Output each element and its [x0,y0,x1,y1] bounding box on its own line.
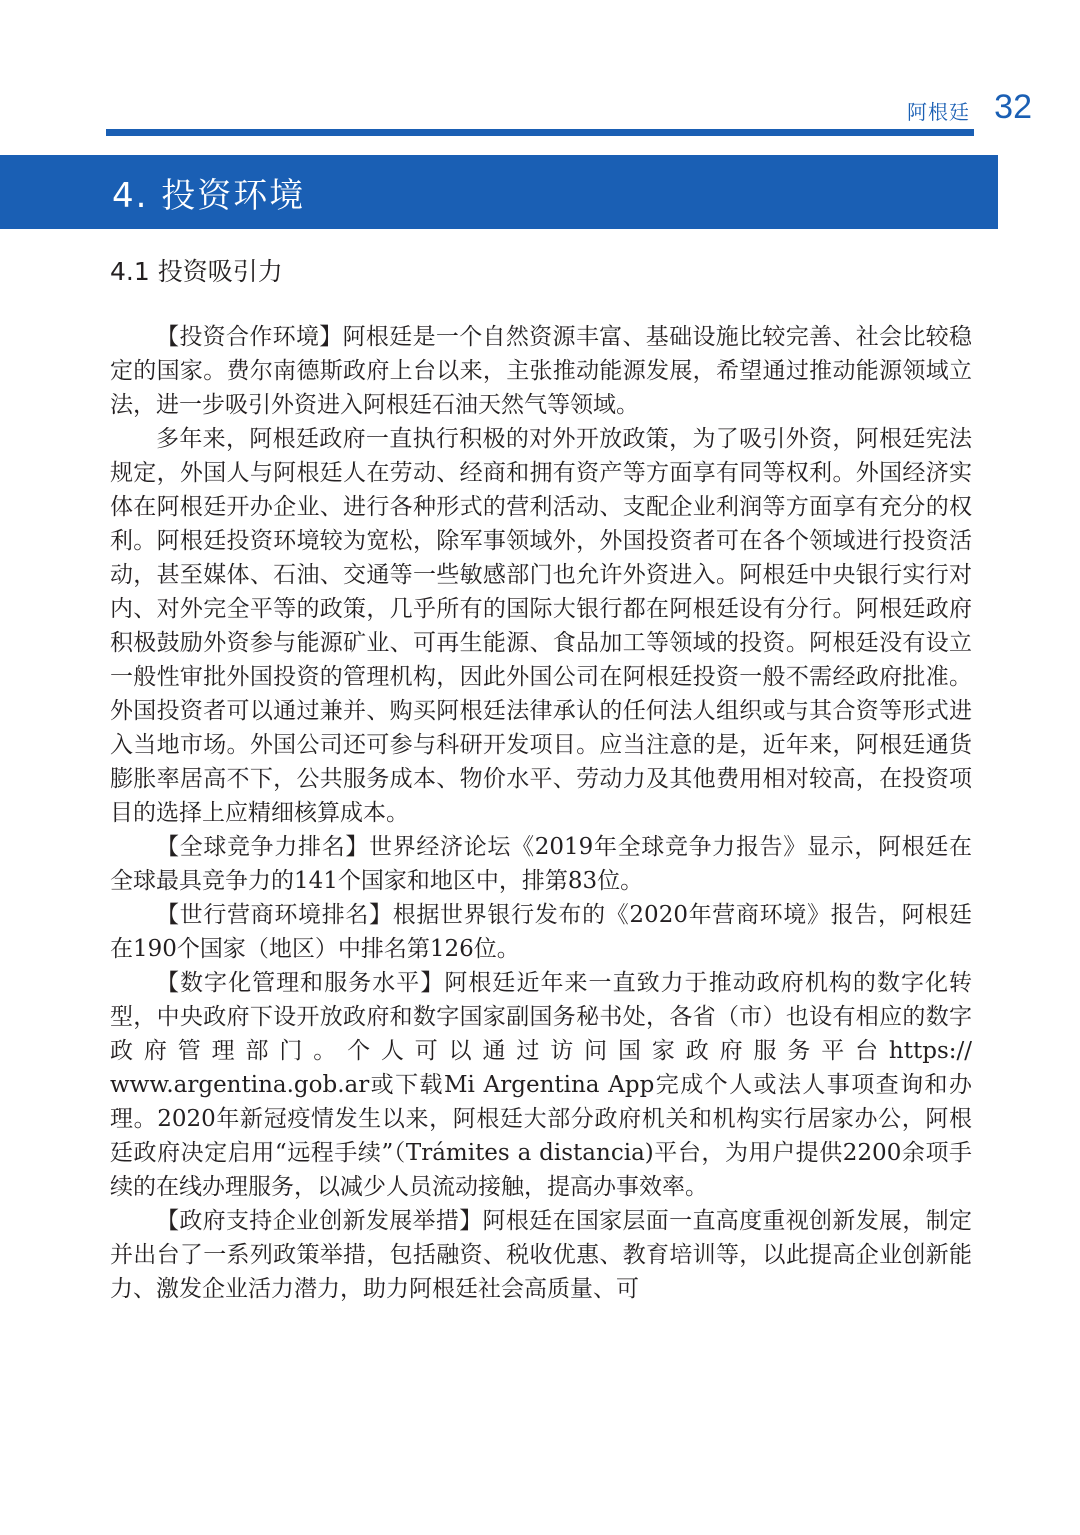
paragraph-opening-policy [110,422,972,830]
paragraph-innovation-support [110,1204,972,1306]
paragraph-text: 多年来，阿根廷政府一直执行积极的对外开放政策，为了吸引外资，阿根廷宪法规定，外国人与阿根廷人在劳动、经商和拥有资产等方面享有同等权利。外国经济实体在阿根廷开办企业、进行各种形式的营利活动、支配企业利润等方面享有充分的权利。阿根廷投资环境较为宽松，除军事领域外，外国投资者可在各个领域进行投资活动，甚至媒体、石油、交通等一些敏感部门也允许外资进入。阿根廷中央银行实行对内、对外完全平等的政策，几乎所有的国际大银行都在阿根廷设有分行。阿根廷政府积极鼓励外资参与能源矿业、可再生能源、食品加工等领域的投资。阿根廷没有设立一般性审批外国投资的管理机构，因此外国公司在阿根廷投资一般不需经政府批准。外国投资者可以通过兼并、购买阿根廷法律承认的任何法人组织或与其合资等形式进入当地市场。外国公司还可参与科研开发项目。应当注意的是，近年来，阿根廷通货膨胀率居高不下，公共服务成本、物价水平、劳动力及其他费用相对较高，在投资项目的选择上应精细核算成本。 [110,426,972,826]
paragraph-competitiveness-ranking [110,830,972,898]
paragraph-business-environment-ranking [110,898,972,966]
header-country-label: 阿根廷 [907,100,970,124]
paragraph-keyword: 【全球竞争力排名】 [156,834,370,860]
section-banner [0,155,998,229]
header-rule [106,129,974,136]
paragraph-text: 阿根廷近年来一直致力于推动政府机构的数字化转型，中央政府下设开放政府和数字国家副国务秘书处，各省（市）也设有相应的数字政府管理部门。个人可以通过访问国家政府服务平台https:// www.argentina.gob.ar或下载Mi Argentina App完成个人或法人事项查询和办理。2020年新冠疫情发生以来，阿根廷大部分政府机关和机构实行居家办公，阿根廷政府决定启用“远程手续”（Trámites a distancia)平台，为用户提供2200余项手续的在线办理服务，以减少人员流动接触，提高办事效率。 [110,970,973,1200]
paragraph-text: 阿根廷在国家层面一直高度重视创新发展，制定并出台了一系列政策举措，包括融资、税收优惠、教育培训等，以此提高企业创新能力、激发企业活力潜力，助力阿根廷社会高质量、可 [110,1208,973,1302]
paragraph-digital-management [110,966,972,1204]
subsection-title: 4.1 投资吸引力 [110,257,283,286]
paragraph-investment-environment [110,320,972,422]
paragraph-keyword: 【数字化管理和服务水平】 [156,970,445,996]
paragraph-text: 根据世界银行发布的《2020年营商环境》报告，阿根廷在190个国家（地区）中排名第126位。 [110,902,973,962]
paragraph-text: 阿根廷是一个自然资源丰富、基础设施比较完善、社会比较稳定的国家。费尔南德斯政府上台以来，主张推动能源发展，希望通过推动能源领域立法，进一步吸引外资进入阿根廷石油天然气等领域。 [110,324,973,418]
section-title: 4. 投资环境 [112,176,306,216]
page-number: 32 [994,88,1032,126]
body-text [110,320,972,1306]
paragraph-text: 世界经济论坛《2019年全球竞争力报告》显示，阿根廷在全球最具竞争力的141个国家和地区中，排第83位。 [110,834,972,894]
paragraph-keyword: 【世行营商环境排名】 [156,902,393,928]
paragraph-keyword: 【投资合作环境】 [156,324,343,350]
paragraph-keyword: 【政府支持企业创新发展举措】 [156,1208,483,1234]
